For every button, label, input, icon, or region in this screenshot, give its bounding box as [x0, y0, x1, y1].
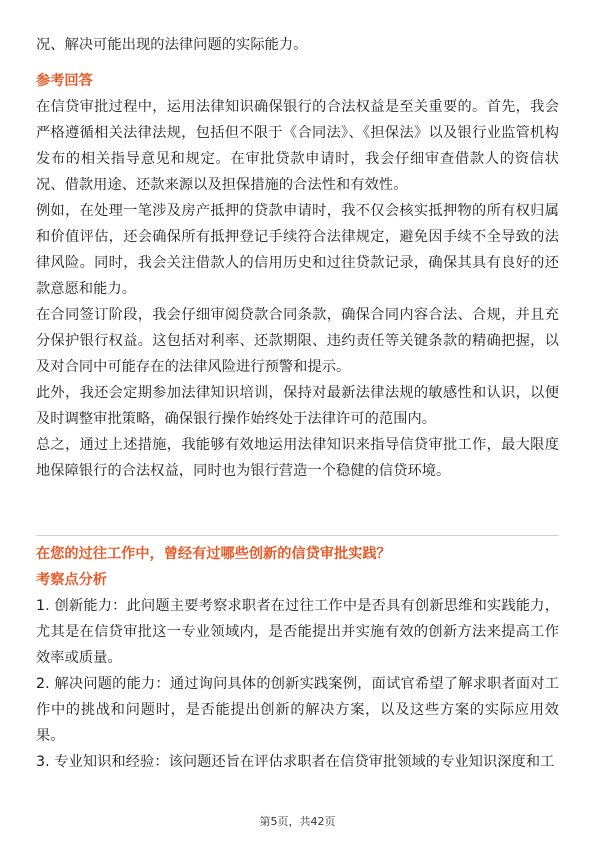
- analysis-point-1: 1. 创新能力：此问题主要考察求职者在过往工作中是否具有创新思维和实践能力，尤其是在信贷审批这一专业领域内，是否能提出并实施有效的创新方法来提高工作效率或质量。: [36, 598, 559, 666]
- analysis-heading: 考察点分析: [36, 572, 107, 588]
- answer-paragraph-5: 总之，通过上述措施，我能够有效地运用法律知识来指导信贷审批工作，最大限度地保障银行的合法权益，同时也为银行营造一个稳健的信贷环境。: [36, 437, 559, 479]
- intro-tail-text: 况、解决可能出现的法律问题的实际能力。: [36, 37, 308, 53]
- analysis-point-3: 3. 专业知识和经验：该问题还旨在评估求职者在信贷审批领域的专业知识深度和工: [36, 754, 555, 770]
- answer-paragraph-3: 在合同签订阶段，我会仔细审阅贷款合同条款，确保合同内容合法、合规，并且充分保护银行权益。这包括对利率、还款期限、违约责任等关键条款的精确把握，以及对合同中可能存在的法律风险进行预警和提示。: [36, 307, 559, 375]
- page-number-footer: 第5页，共42页: [259, 815, 336, 828]
- reference-answer-heading: 参考回答: [36, 73, 93, 89]
- analysis-point-2: 2. 解决问题的能力：通过询问具体的创新实践案例，面试官希望了解求职者面对工作中的挑战和问题时，是否能提出创新的解决方案，以及这些方案的实际应用效果。: [36, 676, 559, 744]
- question-heading: 在您的过往工作中，曾经有过哪些创新的信贷审批实践？: [36, 546, 391, 562]
- answer-paragraph-2: 例如，在处理一笔涉及房产抵押的贷款申请时，我不仅会核实抵押物的所有权归属和价值评估，还会确保所有抵押登记手续符合法律规定，避免因手续不全导致的法律风险。同时，我会关注借款人的信用历史和过往贷款记录，确保其具有良好的还款意愿和能力。: [36, 203, 559, 297]
- section-divider: [36, 535, 559, 536]
- answer-paragraph-4: 此外，我还会定期参加法律知识培训，保持对最新法律法规的敏感性和认识，以便及时调整审批策略，确保银行操作始终处于法律许可的范围内。: [36, 385, 559, 427]
- answer-paragraph-1: 在信贷审批过程中，运用法律知识确保银行的合法权益是至关重要的。首先，我会严格遵循相关法律法规，包括但不限于《合同法》、《担保法》以及银行业监管机构发布的相关指导意见和规定。在审批贷款申请时，我会仔细审查借款人的资信状况、借款用途、还款来源以及担保措施的合法性和有效性。: [36, 99, 559, 193]
